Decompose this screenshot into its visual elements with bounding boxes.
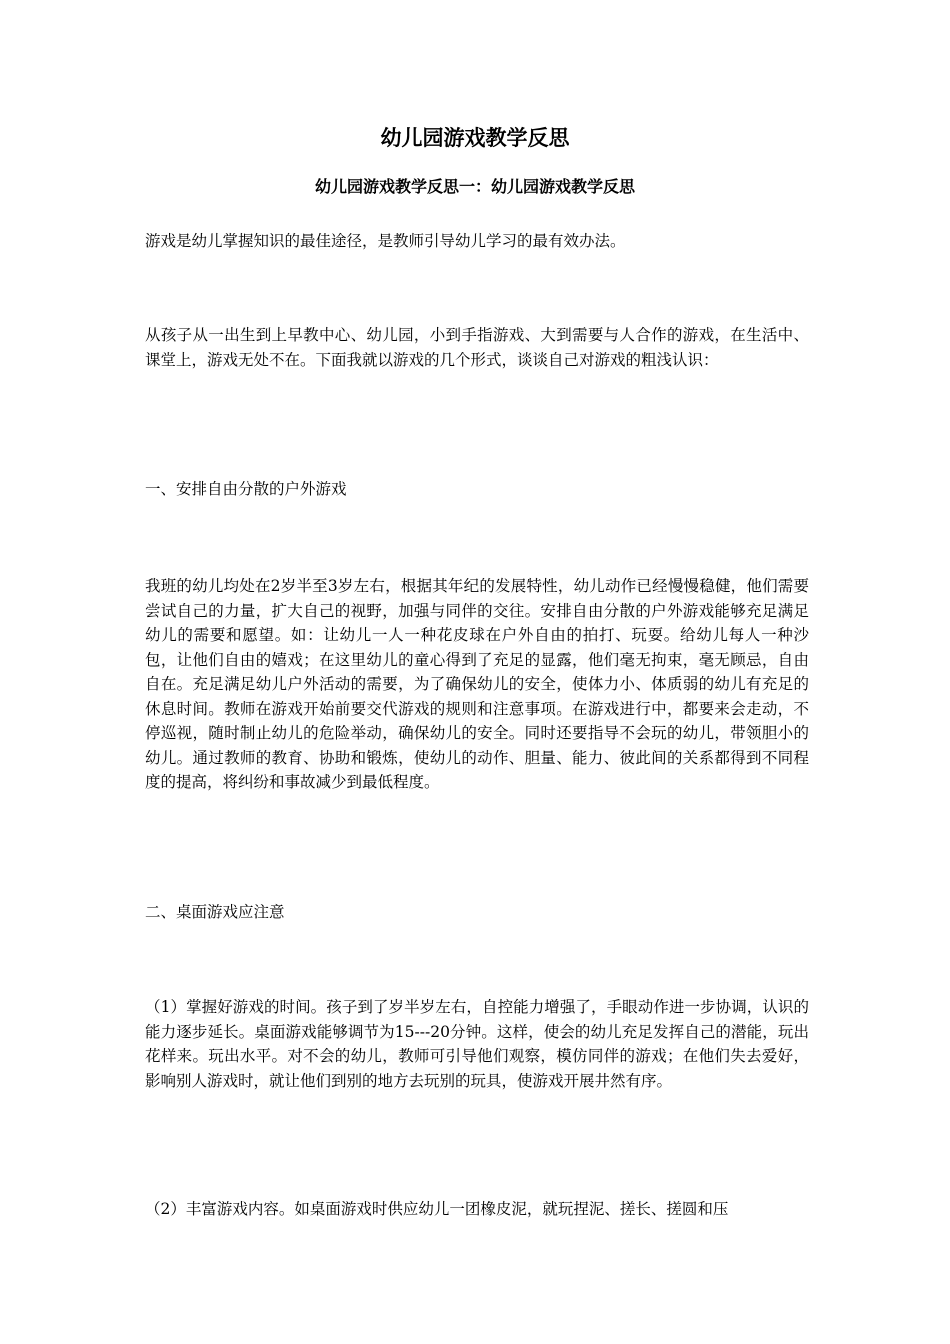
document-title: 幼儿园游戏教学反思 xyxy=(380,125,570,150)
paragraph-game-time: （1）掌握好游戏的时间。孩子到了岁半岁左右，自控能力增强了，手眼动作进一步协调，认识的能力逐步延长。桌面游戏能够调节为15---20分钟。这样，使会的幼儿充足发挥自己的潜能，玩出花样来。玩出水平。对不会的幼儿，教师可引导他们观察，模仿同伴的游戏；在他们失去爱好，影响别人游戏时，就让他们到别的地方去玩别的玩具，使游戏开展井然有序。 xyxy=(145,998,809,1090)
paragraph-overview: 从孩子从一出生到上早教中心、幼儿园，小到手指游戏、大到需要与人合作的游戏，在生活中、课堂上，游戏无处不在。下面我就以游戏的几个形式，谈谈自己对游戏的粗浅认识： xyxy=(145,326,809,369)
section-heading-outdoor: 一、安排自由分散的户外游戏 xyxy=(145,480,347,498)
document-subtitle: 幼儿园游戏教学反思一：幼儿园游戏教学反思 xyxy=(314,177,635,196)
paragraph-game-content: （2）丰富游戏内容。如桌面游戏时供应幼儿一团橡皮泥，就玩捏泥、搓长、搓圆和压 xyxy=(145,1200,729,1218)
paragraph-intro: 游戏是幼儿掌握知识的最佳途径，是教师引导幼儿学习的最有效办法。 xyxy=(145,232,626,250)
paragraph-outdoor-games: 我班的幼儿均处在2岁半至3岁左右，根据其年纪的发展特性，幼儿动作已经慢慢稳健，他们需要尝试自己的力量，扩大自己的视野，加强与同伴的交往。安排自由分散的户外游戏能够充足满足幼儿的需要和愿望。如：让幼儿一人一种花皮球在户外自由的拍打、玩耍。给幼儿每人一种沙包，让他们自由的嬉戏；在这里幼儿的童心得到了充足的显露，他们毫无拘束，毫无顾忌，自由自在。充足满足幼儿户外活动的需要，为了确保幼儿的安全，使体力小、体质弱的幼儿有充足的休息时间。教师在游戏开始前要交代游戏的规则和注意事项。在游戏进行中，都要来会走动，不停巡视，随时制止幼儿的危险举动，确保幼儿的安全。同时还要指导不会玩的幼儿，带领胆小的幼儿。通过教师的教育、协助和锻炼，使幼儿的动作、胆量、能力、彼此间的关系都得到不同程度的提高，将纠纷和事故减少到最低程度。 xyxy=(145,577,809,791)
section-heading-desktop: 二、桌面游戏应注意 xyxy=(145,903,285,921)
